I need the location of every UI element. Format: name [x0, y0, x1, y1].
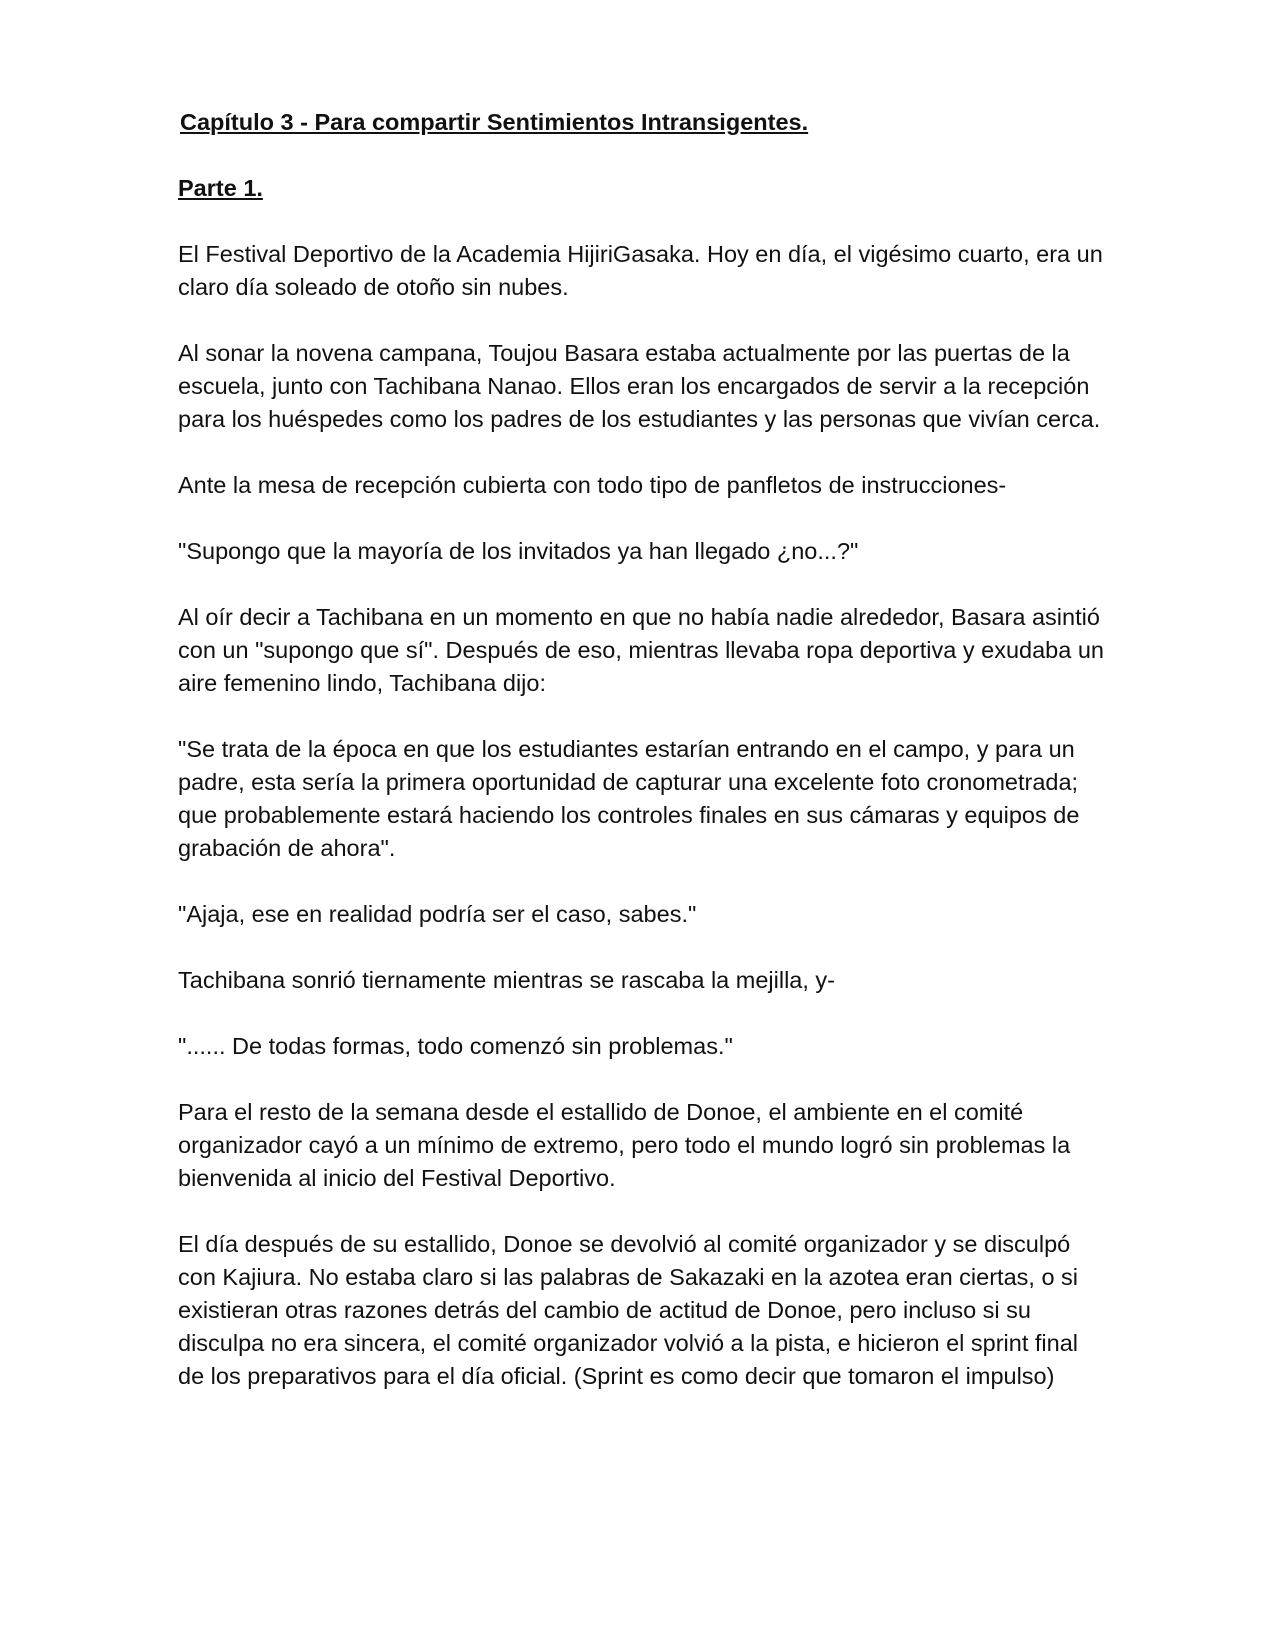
paragraph: "Supongo que la mayoría de los invitados ya han llegado ¿no...?" — [178, 538, 859, 564]
paragraph: Para el resto de la semana desde el estallido de Donoe, el ambiente en el comité organizador cayó a un mínimo de extremo, pero todo el mundo logró sin problemas la bienvenida al inicio del Festival Deportivo. — [178, 1099, 1071, 1191]
paragraph: Al sonar la novena campana, Toujou Basara estaba actualmente por las puertas de la escuela, junto con Tachibana Nanao. Ellos eran los encargados de servir a la recepción para los huéspedes como los padres de los estudiantes y las personas que vivían cerca. — [178, 340, 1101, 432]
part-title: Parte 1. — [178, 175, 263, 201]
paragraph: "Ajaja, ese en realidad podría ser el caso, sabes." — [178, 901, 697, 927]
paragraph: Tachibana sonrió tiernamente mientras se rascaba la mejilla, y- — [178, 967, 836, 993]
paragraph: "...... De todas formas, todo comenzó sin problemas." — [178, 1033, 733, 1059]
paragraph: Ante la mesa de recepción cubierta con todo tipo de panfletos de instrucciones- — [178, 472, 1007, 498]
chapter-title: Capítulo 3 - Para compartir Sentimientos Intransigentes. — [180, 109, 809, 135]
paragraph: Al oír decir a Tachibana en un momento en que no había nadie alrededor, Basara asintió con un "supongo que sí". Después de eso, mientras llevaba ropa deportiva y exudaba un aire femenino lindo, Tachibana dijo: — [178, 604, 1104, 696]
document-body — [178, 106, 1108, 1426]
paragraph: "Se trata de la época en que los estudiantes estarían entrando en el campo, y para un padre, esta sería la primera oportunidad de capturar una excelente foto cronometrada; que probablemente estará haciendo los controles finales en sus cámaras y equipos de grabación de ahora". — [178, 736, 1080, 861]
paragraph: El Festival Deportivo de la Academia HijiriGasaka. Hoy en día, el vigésimo cuarto, era un claro día soleado de otoño sin nubes. — [178, 241, 1103, 300]
paragraph: El día después de su estallido, Donoe se devolvió al comité organizador y se disculpó con Kajiura. No estaba claro si las palabras de Sakazaki en la azotea eran ciertas, o si existieran otras razones detrás del cambio de actitud de Donoe, pero incluso si su disculpa no era sincera, el comité organizador volvió a la pista, e hicieron el sprint final de los preparativos para el día oficial. (Sprint es como decir que tomaron el impulso) — [178, 1231, 1079, 1389]
